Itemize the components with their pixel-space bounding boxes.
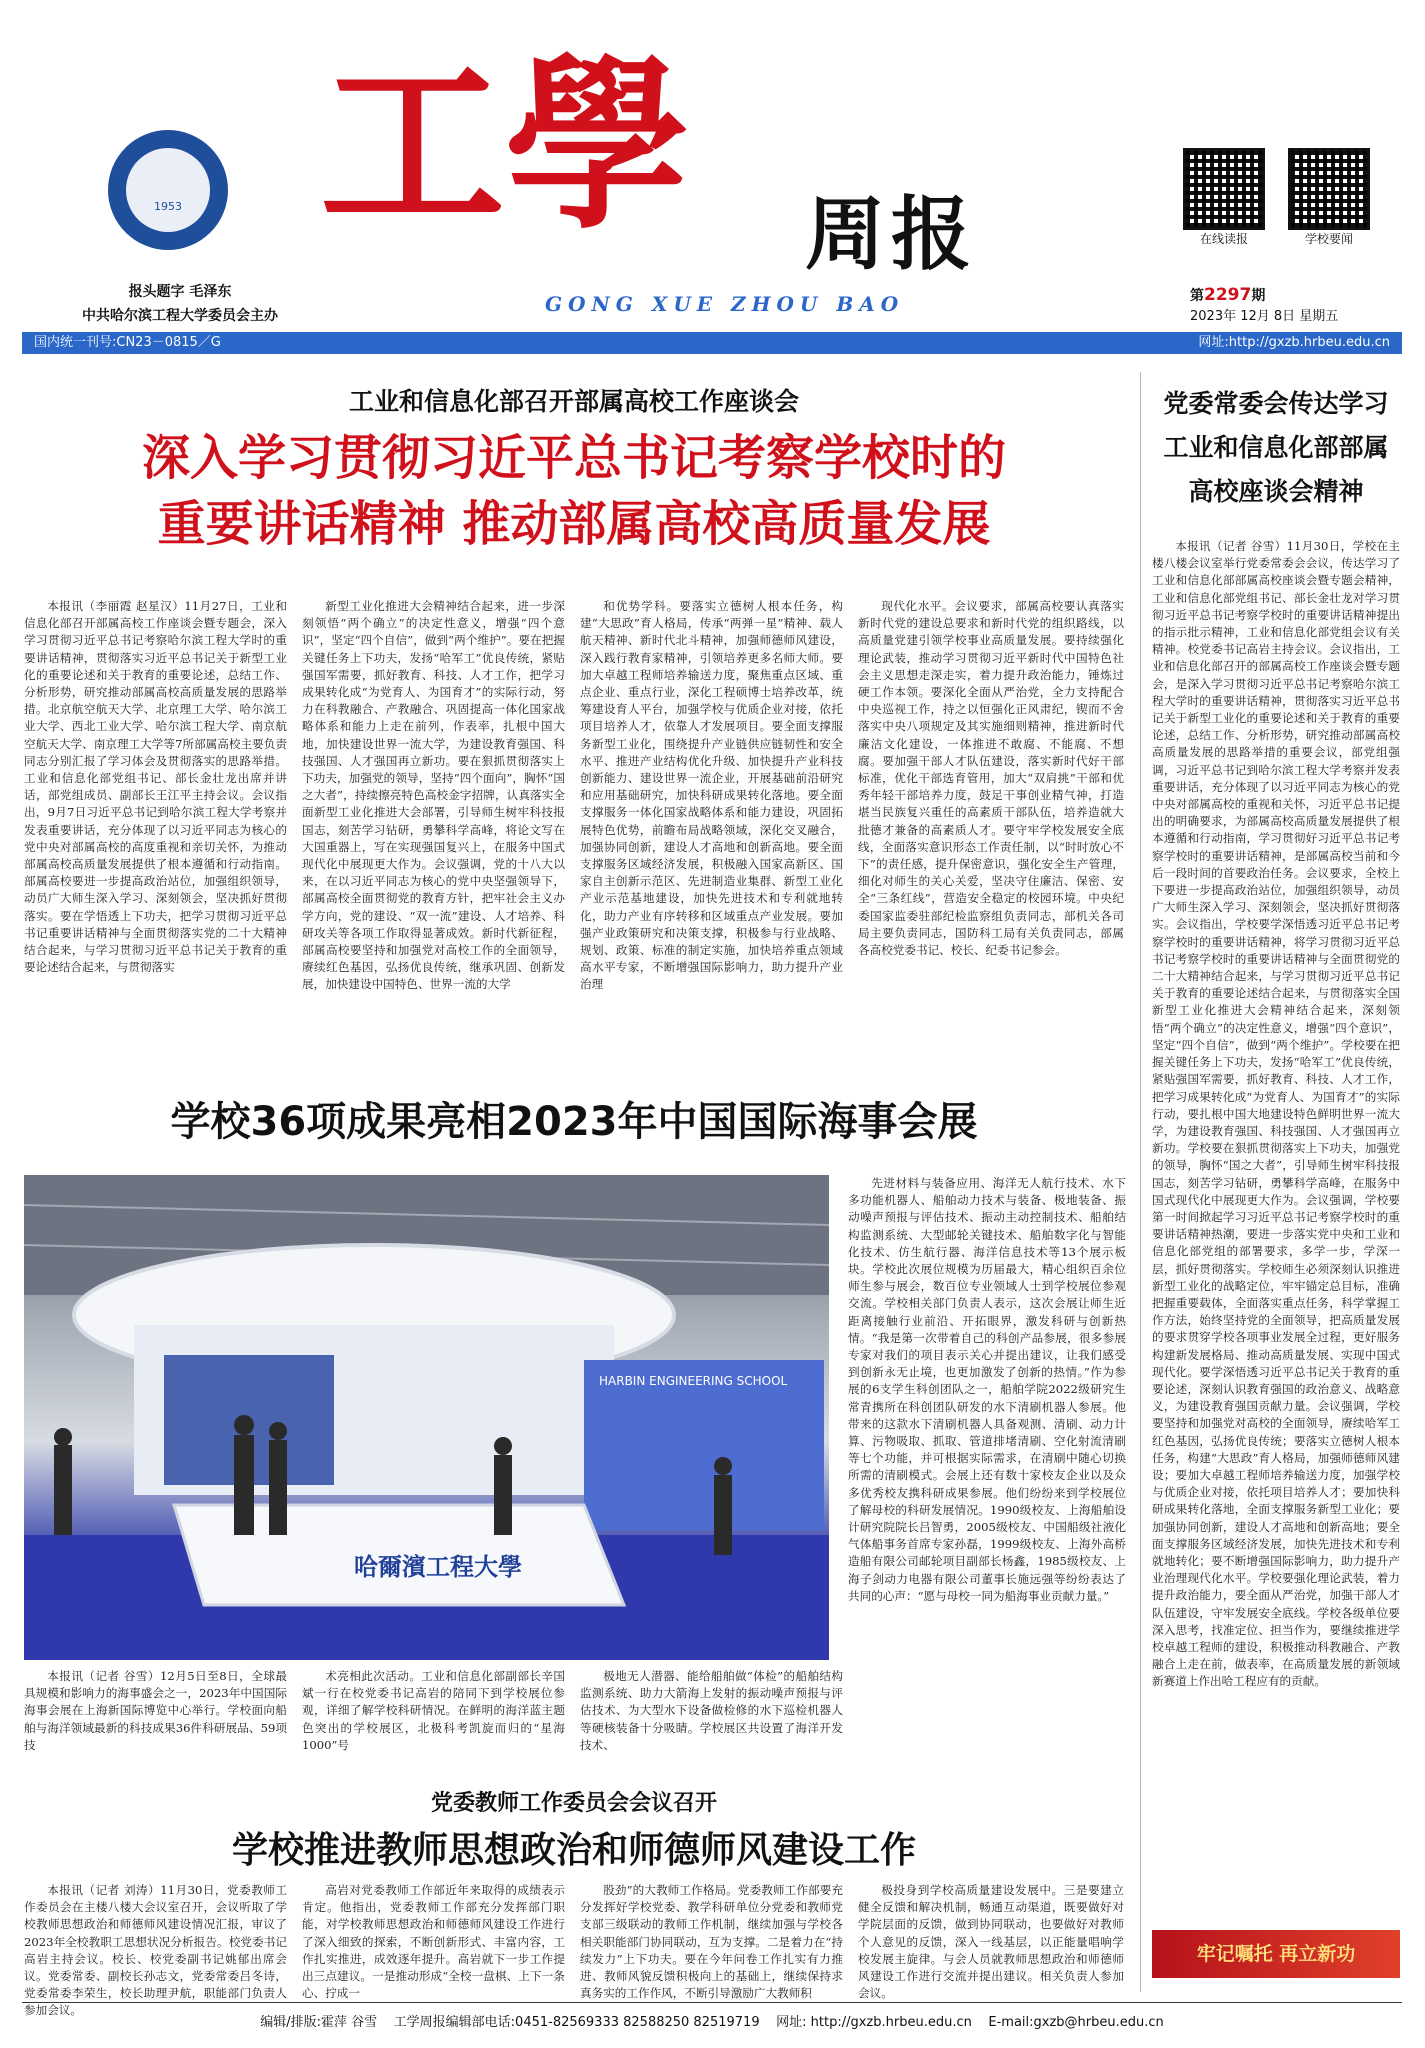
expo-b2-text: 术亮相此次活动。工业和信息化部副部长辛国斌一行在校党委书记高岩的陪同下到学校展位参观，详细了解学校科研情况。在鲜明的海洋蓝主题色突出的学校展区，北极科考凯旋而归的“星海1000”号 [302,1669,565,1752]
expo-b3-text: 极地无人潜器、能给船舶做“体检”的船舶结构监测系统、助力大箭海上发射的振动噪声预报与评估技术、为大型水下设备做检修的水下巡检机器人等硬核装备十分吸睛。学校展区共设置了海洋开发技术、 [580,1669,843,1752]
qr-news[interactable] [1288,148,1370,247]
teacher-col1 [24,1882,287,2018]
qr-reader[interactable] [1183,148,1265,247]
footer-web[interactable]: 网址: http://gxzb.hrbeu.edu.cn [776,2015,972,2030]
qr-reader-label: 在线读报 [1199,232,1248,246]
expo-right-text: 先进材料与装备应用、海洋无人航行技术、水下多功能机器人、船舶动力技术与装备、极地装备、振动噪声预报与评估技术、振动主动控制技术、船舶结构监测系统、大型邮轮关键技术、船舶数字化与智能化技术、仿生航行器、海洋信息技术等13个展示板块。学校此次展位规模为历届最大，精心组织百余位师生参与展会，数百位专业领域人士到学校展位参观交流。学校相关部门负责人表示，这次会展让师生近距离接触行业前沿、开拓眼界，激发科研与创新热情。“我是第一次带着自己的科创产品参展，很多参展专家对我们的项目表示关心并提出建议，让我们感受到创新永无止境，也更加激发了创新的热情。”作为参展的6支学生科创团队之一，船舶学院2022级研究生常青携所在科创团队研发的水下清刷机器人参展。他带来的这款水下清刷机器人具备观测、清刷、动力计算、污物吸取、抓取、管道排堵清刷、空化射流清刷等七个功能，并可根据实际需求，在清刷中随心切换所需的清刷模式。会展上还有数十家校友企业以及众多优秀校友携科研成果参展。他们纷纷来到学校展位了解母校的科研发展情况。1990级校友、上海船舶设计研究院院长吕智勇，2005级校友、中国船级社液化气体船事务首席专家孙磊，1999级校友、上海外高桥造船有限公司邮轮项目副部长杨鑫，1985级校友、上海子剑动力电器有限公司董事长施远强等纷纷表达了共同的心声：“愿与母校一同为船海事业贡献力量。” [848,1176,1126,1603]
footer-editors: 编辑/排版:霍萍 谷雪 [260,2015,378,2030]
teacher-col4 [858,1882,1124,2001]
lead-col2-text: 新型工业化推进大会精神结合起来，进一步深刻领悟“两个确立”的决定性意义，增强“四个意识”，坚定“四个自信”，做到“两个维护”。要在把握关键任务上下功夫，发扬“哈军工”优良传统，紧贴强国军需要，抓好教育、科技、人才工作，把学习成果转化成“为党育人、为国育才”的实际行动，努力在科教融合、产教融合、巩固提高一体化国家战略体系和能力上走在前列，作表率，扎根中国大地，加快建设世界一流大学，为建设教育强国、科技强国、人才强国再立新功。要在狠抓贯彻落实上下功夫，加强党的领导，坚持“四个面向”，胸怀“国之大者”，持续擦亮特色高校金字招牌，认真落实全面新型工业化推进大会部署，引导师生树牢科技报国志，刻苦学习钻研，勇攀科学高峰，将论文写在大国重器上，写在实现强国复兴上，在服务中国式现代化中展现更大作为。会议强调，党的十八大以来，在以习近平同志为核心的党中央坚强领导下，部属高校全面贯彻党的教育方针，把牢社会主义办学方向，党的建设、“双一流”建设、人才培养、科研攻关等各项工作取得显著成效。新时代新征程，部属高校要坚持和加强党对高校工作的全面领导，赓续红色基因，弘扬优良传统，继承巩固、创新发展，加快建设中国特色、世界一流的大学 [302,599,565,992]
expo-right-column [848,1175,1126,1660]
lead-headline-line1: 深入学习贯彻习近平总书记考察学校时的 [141,430,1006,486]
issue-prefix: 第 [1190,288,1204,304]
lead-col1-text: 本报讯（李丽霞 赵星汉）11月27日，工业和信息化部召开部属高校工作座谈会暨专题会，深入学习贯彻习近平总书记考察哈尔滨工程大学时的重要讲话精神，贯彻落实习近平总书记关于新型工业化的重要论述和关于教育的重要论述，总结工作、分析形势，研究推动部属高校高质量发展的思路举措。北京航空航天大学、北京理工大学、哈尔滨工业大学、西北工业大学、哈尔滨工程大学、南京航空航天大学、南京理工大学等7所部属高校主要负责同志分别汇报了学习体会及贯彻落实的思路举措。工业和信息化部党组书记、部长金壮龙出席并讲话，部党组成员、副部长王江平主持会议。会议指出，9月7日习近平总书记到哈尔滨工程大学考察并发表重要讲话，充分体现了以习近平同志为核心的党中央对部属高校的高度重视和亲切关怀，为推动部属高校高质量发展提供了根本遵循和行动指南。部属高校要进一步提高政治站位，加强组织领导，动员广大师生深入学习、深刻领会，坚决抓好贯彻落实。要在学悟透上下功夫，把学习贯彻习近平总书记重要讲话精神与全面贯彻落实党的二十大精神结合起来，与学习贯彻习近平总书记关于教育的重要论述结合起来，与贯彻落实 [24,599,287,975]
teacher-kicker: 党委教师工作委员会会议召开 [430,1791,717,1816]
side-headline-line1: 党委常委会传达学习 [1163,389,1389,418]
issue-block [1190,285,1390,324]
university-logo [108,130,228,250]
footer-email[interactable]: E-mail:gxzb@hrbeu.edu.cn [988,2015,1164,2030]
expo-bottom-col3 [580,1668,843,1768]
issue-number: 2297 [1204,285,1252,305]
masthead-info [40,280,320,328]
expo-photo-scene [24,1175,829,1660]
footer-phone: 工学周报编辑部电话:0451-82569333 82588250 82519719 [393,2015,760,2030]
qr-news-label: 学校要闻 [1304,232,1353,246]
sidebar-divider [1140,372,1141,1992]
lead-column-3 [580,598,843,1078]
lead-headline [24,425,1124,557]
issue-date: 2023年 12月 8日 星期五 [1190,309,1339,324]
lead-column-4 [858,598,1124,1078]
teacher-c2-text: 高岩对党委教师工作部近年来取得的成绩表示肯定。他指出，党委教师工作部充分发挥部门职能，对学校教师思想政治和师德师风建设工作进行了深入细致的探索，不断创新形式、丰富内容，工作扎实推进，成效逐年提升。高岩就下一步工作提出三点建议。一是推动形成“全校一盘棋、上下一条心、拧成一 [302,1883,565,2001]
expo-b1-text: 本报讯（记者 谷雪）12月5日至8日，全球最具规模和影响力的海事盛会之一，2023年中国国际海事会展在上海新国际博览中心举行。学校面向船舶与海洋领域最新的科技成果36件科研展品、59项技 [24,1669,287,1752]
teacher-c3-text: 股劲”的大教师工作格局。党委教师工作部要充分发挥好学校党委、教学科研单位分党委和教师党支部三级联动的教师工作机制，继续加强与学校各相关职能部门协同联动，互为支撑。二是着力在“持续发力”上下功夫。要在今年问卷工作扎实有力推进、教师风貌反馈积极向上的基础上，继续保持求真务实的工作作风，不断引导激励广大教师积 [580,1883,843,2001]
masthead-calligraphy [300,36,780,254]
teacher-c1-text: 本报讯（记者 刘涛）11月30日，党委教师工作委员会在主楼八楼大会议室召开，会议听取了学校教师思想政治和师德师风建设情况汇报，审议了2023年全校教职工思想状况分析报告。校党委书记高岩主持会议。校长、校党委副书记姚郁出席会议。党委常委、副校长孙志文，党委常委吕冬诗，党委常委李荣生，校长助理尹航，职能部门负责人参加会议。 [24,1883,287,2018]
lead-headline-line2: 重要讲话精神 推动部属高校高质量发展 [157,496,991,552]
masthead-title: 周报 [805,188,977,281]
lead-kicker: 工业和信息化部召开部属高校工作座谈会 [348,387,799,416]
footer [22,2002,1402,2030]
photo-banner-text: HARBIN ENGINEERING SCHOOL [599,1374,788,1388]
lead-col3-text: 和优势学科。要落实立德树人根本任务，构建“大思政”育人格局，传承“两弹一星”精神、载人航天精神、新时代北斗精神，加强师德师风建设，深入践行教育家精神，引领培养更多名师大师。要加大卓越工程师培养输送力度，聚焦重点区域、重点企业、重点行业，深化工程硕博士培养改革，统筹建设育人平台，加强学校与优质企业对接，依托项目培养人才，依靠人才发展项目。要全面支撑服务新型工业化，围绕提升产业链供应链韧性和安全水平、推进产业结构优化升级、加快提升产业科技创新能力、建设世界一流企业，开展基础前沿研究和应用基础研究，加快科研成果转化落地。要全面支撑服务一体化国家战略体系和能力建设，巩固拓展特色优势，前瞻布局战略领域，深化交叉融合，加强协同创新，建设人才高地和创新高地。要全面支撑服务区域经济发展，积极融入国家高新区、国家自主创新示范区、先进制造业集群、新型工业化产业示范基地建设，加快先进技术和专利就地转化，助力产业有序转移和区域重点产业发展。要加强产业政策研究和决策支撑，积极参与行业战略、规划、政策、标准的制定实施，加快培养重点领域高水平专家，不断增强国际影响力，助力提升产业治理 [580,599,843,992]
inscription: 报头题字 毛泽东 [128,284,232,300]
masthead-bar [22,332,1402,354]
lead-col4-text: 现代化水平。会议要求，部属高校要认真落实新时代党的建设总要求和新时代党的组织路线，以高质量党建引领学校事业高质量发展。要持续强化理论武装，推动学习贯彻习近平新时代中国特色社会主义思想走深走实，着力提升政治能力，锤炼过硬工作本领。要深化全面从严治党，全力支持配合中央巡视工作，持之以恒强化正风肃纪，锲而不舍落实中央八项规定及其实施细则精神，推进新时代廉洁文化建设，一体推进不敢腐、不能腐、不想腐。要加强干部人才队伍建设，落实新时代好干部标准，优化干部选育管用，加大“双肩挑”干部和优秀年轻干部培养力度，鼓足干事创业精气神，打造堪当民族复兴重任的高素质干部队伍，培养造就大批德才兼备的高素质人才。要守牢学校发展安全底线，全面落实意识形态工作责任制，以“时时放心不下”的责任感，提升保密意识，强化安全生产管理，细化对师生的关心关爱，坚决守住廉洁、保密、安全“三条红线”，营造安全稳定的校园环境。中央纪委国家监委驻部纪检监察组负责同志，部机关各司局主要负责同志，国防科工局有关负责同志，部属各高校党委书记、校长、纪委书记参会。 [858,599,1124,958]
logo-year: 1953 [154,200,182,213]
teacher-col2 [302,1882,565,2001]
serial-number: 国内统一刊号:CN23－0815／G [34,335,221,350]
teacher-col3 [580,1882,843,2001]
slogan-banner: 牢记嘱托 再立新功 [1152,1930,1400,1978]
side-body [1152,538,1400,1923]
expo-bottom-col1 [24,1668,287,1768]
calligraphy-text: 工學 [320,36,690,254]
lead-column-2 [302,598,565,1078]
sponsor: 中共哈尔滨工程大学委员会主办 [82,308,278,324]
expo-photo [24,1175,829,1660]
expo-bottom-col2 [302,1668,565,1768]
teacher-headline: 学校推进教师思想政治和师德师风建设工作 [231,1830,916,1871]
masthead-pinyin: GONG XUE ZHOU BAO [545,292,905,316]
teacher-c4-text: 极投身到学校高质量建设发展中。三是要建立健全反馈和解决机制，畅通互动渠道，既要做好对学院层面的反馈，做到协同联动，也要做好对教师个人意见的反馈，深入一线基层，以正能量唱响学校发展主旋律。与会人员就教师思想政治和师德师风建设工作进行交流并提出建议。相关负责人参加会议。 [858,1883,1124,2001]
website-link[interactable]: 网址:http://gxzb.hrbeu.edu.cn [1198,335,1390,350]
side-headline-line3: 高校座谈会精神 [1188,477,1364,506]
photo-sign: 哈爾濱工程大學 [354,1552,522,1581]
side-body-text: 本报讯（记者 谷雪）11月30日，学校在主楼八楼会议室举行党委常委会会议，传达学习了工业和信息化部部属高校座谈会暨专题会精神，工业和信息化部党组书记、部长金壮龙对学习贯彻习近平总书记考察学校时的重要讲话精神提出的指示批示精神，工业和信息化部党组会议有关精神。校党委书记高岩主持会议。会议指出，工业和信息化部召开的部属高校工作座谈会暨专题会，是深入学习贯彻习近平总书记考察哈尔滨工程大学时的重要讲话精神，贯彻落实习近平总书记关于新型工业化的重要论述和关于教育的重要论述，总结工作、分析形势，研究推动部属高校高质量发展的思路举措的重要会议，部党组强调，习近平总书记到哈尔滨工程大学考察并发表重要讲话，充分体现了以习近平同志为核心的党中央对部属高校的重视和关怀，习近平总书记提出的明确要求，为部属高校高质量发展提供了根本遵循和行动指南，学习贯彻好习近平总书记考察学校时的重要讲话精神，是部属高校当前和今后一段时间的首要政治任务。会议要求，全校上下要进一步提高政治站位，加强组织领导，动员广大师生深入学习、深刻领会，坚决抓好贯彻落实。会议指出，学校要学深悟透习近平总书记考察学校时的重要讲话精神，将学习贯彻习近平总书记考察学校时的重要讲话精神与全面贯彻党的二十大精神结合起来，与学习贯彻习近平总书记关于教育的重要论述结合起来，与贯彻落实全国新型工业化推进大会精神结合起来，深刻领悟“两个确立”的决定性意义，增强“四个意识”，坚定“四个自信”，做到“两个维护”。学校要在把握关键任务上下功夫，发扬“哈军工”优良传统，紧贴强国军需要，抓好教育、科技、人才工作，把学习成果转化成“为党育人、为国育才”的实际行动，要扎根中国大地建设特色鲜明世界一流大学，为建设教育强国、科技强国、人才强国再立新功。学校要在狠抓贯彻落实上下功夫，加强党的领导，胸怀“国之大者”，引导师生树牢科技报国志，刻苦学习钻研，勇攀科学高峰，在服务中国式现代化中展现更大作为。会议强调，学校要第一时间掀起学习习近平总书记考察学校时的重要讲话精神热潮，要进一步落实党中央和工业和信息化部党组的部署要求，多学一步，学深一层，抓好贯彻落实。学校师生必须深刻认识推进新型工业化的战略定位，牢牢锚定总目标，准确把握重要载体，全面落实重点任务，科学掌握工作方法，始终坚持党的全面领导，把高质量发展的要求贯穿学校各项事业发展全过程，更好服务构建新发展格局、推动高质量发展、实现中国式现代化。要学深悟透习近平总书记关于教育的重要论述，深刻认识教育强国的政治意义、战略意义，为建设教育强国贡献力量。会议强调，学校要坚持和加强党对高校的全面领导，赓续哈军工红色基因，弘扬优良传统；要落实立德树人根本任务，构建“大思政”育人格局，加强师德师风建设；要加大卓越工程师培养输送力度，加强学校与优质企业对接，依托项目培养人才；要加快科研成果转化落地，全面支撑服务新型工业化；要加强协同创新，建设人才高地和创新高地；要全面支撑服务区域经济发展，加快先进技术和专利就地转化；要不断增强国际影响力，助力提升产业治理现代化水平。学校要强化理论武装，着力提升政治能力，要全面从严治党，加强干部人才队伍建设，守牢发展安全底线。学校各级单位要深入思考，找准定位、担当作为，要继续推进学校卓越工程师的建设，积极推动科教融合、产教融合上走在前，做表率，在高质量发展的新领域新赛道上作出哈工程应有的贡献。 [1152,539,1400,1689]
side-headline [1150,382,1402,514]
side-headline-line2: 工业和信息化部部属 [1163,433,1389,462]
issue-suffix: 期 [1251,288,1266,304]
expo-headline: 学校36项成果亮相2023年中国国际海事会展 [170,1099,978,1145]
lead-column-1 [24,598,287,1078]
